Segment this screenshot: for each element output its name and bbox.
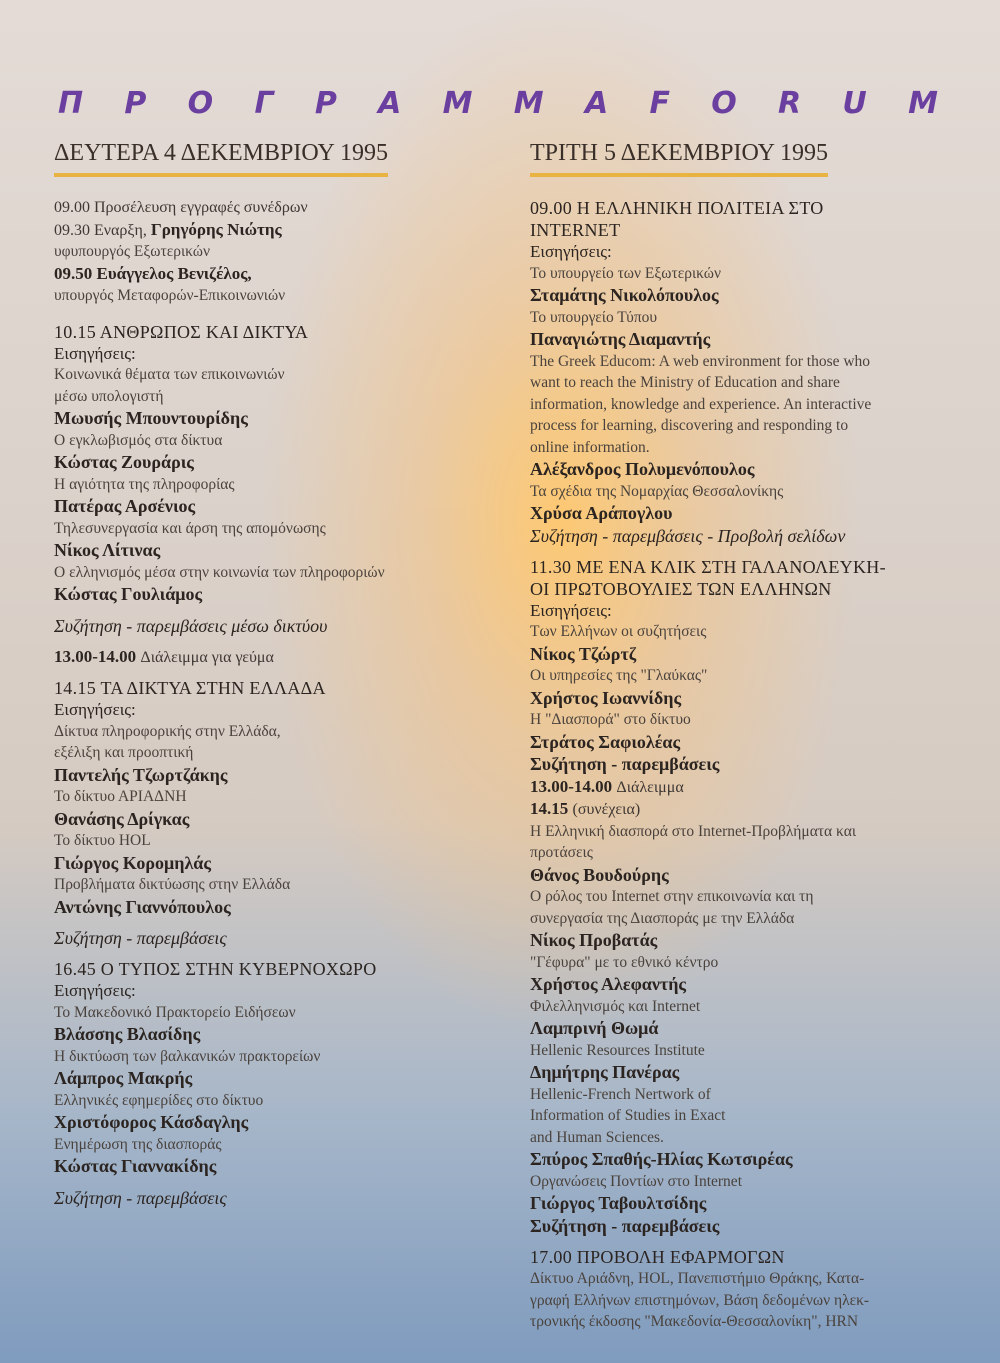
title-letter: Ρ [124,86,147,121]
session-heading: ΟΙ ΠΡΩΤΟΒΟΥΛΙΕΣ ΤΩΝ ΕΛΛΗΝΩΝ [530,578,832,599]
talk-title: Ενημέρωση της διασποράς [54,1135,222,1153]
talk-title: Το δίκτυο ΑΡΙΑΔΝΗ [54,788,187,805]
schedule-line [54,219,494,242]
speaker-name: Χρήστος Ιωαννίδης [530,687,682,708]
talk-title: προτάσεις [530,844,593,861]
discussion-line: Συζήτηση - παρεμβάσεις μέσω δικτύου [54,615,328,636]
session-heading: INTERNET [530,220,621,240]
talk-title: συνεργασία της Διασποράς με την Ελλάδα [530,909,795,927]
talk-title: Ελληνικές εφημερίδες στο δίκτυο [54,1091,264,1109]
talk-title: εξέλιξη και προοπτική [54,744,194,761]
talk-title: Hellenic Resources Institute [530,1041,705,1059]
speaker-name: Νίκος Προβατάς [530,930,658,950]
break-text: Διάλειμμα [616,778,684,796]
talk-title: information, knowledge and experience. An interactive [530,395,872,413]
title-letter: M [908,86,938,121]
tuesday-column [530,140,950,1333]
title-letter: Μ [442,86,473,121]
talk-title: Η αγιότητα της πληροφορίας [54,475,235,493]
speaker-name: Κώστας Γουλιάμος [54,584,203,604]
talk-title: Δίκτυα πληροφορικής στην Ελλάδα, [54,722,281,740]
title-letter: O [711,86,737,121]
page-title [58,86,938,121]
talks-label: Εισηγήσεις: [54,343,136,363]
role-text: υφυπουργός Εξωτερικών [54,243,210,260]
speaker-name: Χρύσα Αράπογλου [530,503,673,523]
talk-title: Ο ελληνισμός μέσα στην κοινωνία των πληροφοριών [54,563,385,581]
continuation-line [530,798,950,821]
speaker-name: Γρηγόρης Νιώτης [150,219,282,239]
day-heading: ΤΡΙΤΗ 5 ΔΕΚΕΜΒΡΙΟΥ 1995 [530,140,828,177]
title-letter: Α [584,86,609,121]
talk-title: Το υπουργείο Τύπου [530,308,658,326]
break-text: Διάλειμμα για γεύμα [140,648,274,666]
speaker-name: Χρήστος Αλεφαντής [530,974,687,994]
schedule-line [54,263,494,286]
talk-title: Οι υπηρεσίες της "Γλαύκας" [530,667,708,684]
speaker-name: 09.50 Ευάγγελος Βενιζέλος, [54,263,252,283]
speaker-name: Πατέρας Αρσένιος [54,496,196,516]
speaker-name: Γιώργος Κορομηλάς [54,852,211,873]
speaker-name: Χριστόφορος Κάσδαγλης [54,1112,249,1132]
session-heading: 16.45 Ο ΤΥΠΟΣ ΣΤΗΝ ΚΥΒΕΡΝΟΧΩΡΟ [54,959,377,979]
time-text: 09.30 Εναρξη, [54,221,151,239]
talk-title: Οργανώσεις Ποντίων στο Internet [530,1172,742,1190]
speaker-name: Παναγιώτης Διαμαντής [530,329,711,349]
title-letter: Π [58,86,84,121]
talks-label: Εισηγήσεις: [54,700,136,719]
speaker-name: Σταμάτης Νικολόπουλος [530,285,719,305]
speaker-name: Παντελής Τζωρτζάκης [54,764,228,785]
speaker-name: Αντώνης Γιαννόπουλος [54,896,231,917]
speaker-name: Κώστας Ζουράρις [54,452,194,472]
talk-title: online information. [530,438,650,456]
talk-title: Κοινωνικά θέματα των επικοινωνιών [54,366,285,383]
title-letter: Μ [513,86,544,121]
talks-label: Εισηγήσεις: [54,981,136,1000]
speaker-name: Λάμπρος Μακρής [54,1068,193,1088]
discussion-line: Συζήτηση - παρεμβάσεις [530,754,720,774]
schedule-line: 09.00 Προσέλευση εγγραφές συνέδρων [54,199,308,216]
talk-title: τρονικής έκδοσης "Μακεδονία-Θεσσαλονίκη", HRN [530,1313,859,1330]
talk-title: γραφή Ελλήνων επιστημόνων, Βάση δεδομένων ηλεκ- [530,1291,870,1309]
time-text: 13.00-14.00 [54,646,141,666]
title-letter: Γ [254,86,274,121]
talk-title: Τηλεσυνεργασία και άρση της απομόνωσης [54,519,326,537]
discussion-line: Συζήτηση - παρεμβάσεις [54,928,227,948]
talk-title: Φιλελληνισμός και Internet [530,997,701,1015]
time-text: 14.15 [530,799,573,818]
talk-title: want to reach the Ministry of Education and share [530,374,840,391]
speaker-name: Θάνος Βουδούρης [530,864,669,885]
talk-title: Information of Studies in Exact [530,1107,726,1124]
title-letter: Ο [187,86,214,121]
speaker-name: Δημήτρης Πανέρας [530,1062,680,1082]
title-letter: R [778,86,802,121]
monday-column [54,140,494,1209]
title-letter: U [842,86,867,121]
talk-title: Το Μακεδονικό Πρακτορείο Ειδήσεων [54,1003,296,1021]
discussion-line: Συζήτηση - παρεμβάσεις [54,1187,227,1208]
talk-title: Η Ελληνική διασπορά στο Internet-Προβλήματα και [530,822,856,840]
speaker-name: Μωυσής Μπουντουρίδης [54,408,248,428]
title-letter: Ρ [314,86,337,121]
speaker-name: Στράτος Σαφιολέας [530,731,681,752]
day-heading: ΔΕΥΤΕΡΑ 4 ΔΕΚΕΜΒΡΙΟΥ 1995 [54,140,388,177]
talk-title: Τα σχέδια της Νομαρχίας Θεσσαλονίκης [530,482,784,500]
speaker-name: Κώστας Γιαννακίδης [54,1156,217,1176]
talk-title: Των Ελλήνων οι συζητήσεις [530,623,707,640]
speaker-name: Αλέξανδρος Πολυμενόπουλος [530,459,755,479]
talk-title: The Greek Educom: A web environment for those who [530,352,871,370]
talk-title: μέσω υπολογιστή [54,387,164,405]
talk-title: Hellenic-French Nertwork of [530,1085,711,1103]
time-text: 13.00-14.00 [530,776,617,796]
title-letter: Α [378,86,402,121]
speaker-name: Γιώργος Ταβουλτσίδης [530,1193,707,1213]
talk-title: Η δικτύωση των βαλκανικών πρακτορείων [54,1047,321,1065]
speaker-name: Νίκος Λίτινας [54,540,161,560]
talks-label: Εισηγήσεις: [530,242,612,261]
session-heading: 17.00 ΠΡΟΒΟΛΗ ΕΦΑΡΜΟΓΩΝ [530,1247,785,1267]
session-heading: 10.15 ΑΝΘΡΩΠΟΣ ΚΑΙ ΔΙΚΤΥΑ [54,321,309,342]
lunch-line [54,646,494,669]
talk-title: "Γέφυρα" με το εθνικό κέντρο [530,953,719,971]
discussion-line: Συζήτηση - παρεμβάσεις - Προβολή σελίδων [530,525,846,546]
talk-title: Το υπουργείο των Εξωτερικών [530,264,721,282]
talk-title: Δίκτυο Αριάδνη, HOL, Πανεπιστήμιο Θράκης, Κατα- [530,1270,865,1287]
session-heading: 09.00 Η ΕΛΛΗΝΙΚΗ ΠΟΛΙΤΕΙΑ ΣΤΟ [530,198,824,218]
speaker-name: Βλάσσης Βλασίδης [54,1024,201,1044]
talk-title: Ο εγκλωβισμός στα δίκτυα [54,431,223,449]
speaker-name: Σπύρος Σπαθής-Ηλίας Κωτσιρέας [530,1149,793,1169]
talk-title: Η "Διασπορά" στο δίκτυο [530,711,691,728]
continuation-text: (συνέχεια) [572,801,641,818]
title-letter: F [649,86,670,121]
talk-title: Το δίκτυο HOL [54,832,151,849]
session-heading: 11.30 ΜΕ ΕΝΑ ΚΛΙΚ ΣΤΗ ΓΑΛΑΝΟΛΕΥΚΗ- [530,556,886,577]
session-heading: 14.15 ΤΑ ΔΙΚΤΥΑ ΣΤΗΝ ΕΛΛΑΔΑ [54,678,326,698]
talk-title: Προβλήματα δικτύωσης στην Ελλάδα [54,876,291,893]
role-text: υπουργός Μεταφορών-Επικοινωνιών [54,287,286,304]
talk-title: process for learning, discovering and responding to [530,417,849,434]
speaker-name: Λαμπρινή Θωμά [530,1018,659,1038]
speaker-name: Θανάσης Δρίγκας [54,808,190,829]
talk-title: Ο ρόλος του Internet στην επικοινωνία και τη [530,888,814,905]
speaker-name: Νίκος Τζώρτζ [530,643,637,664]
talk-title: and Human Sciences. [530,1128,664,1146]
discussion-line: Συζήτηση - παρεμβάσεις [530,1215,720,1236]
break-line [530,776,950,799]
talks-label: Εισηγήσεις: [530,600,612,620]
